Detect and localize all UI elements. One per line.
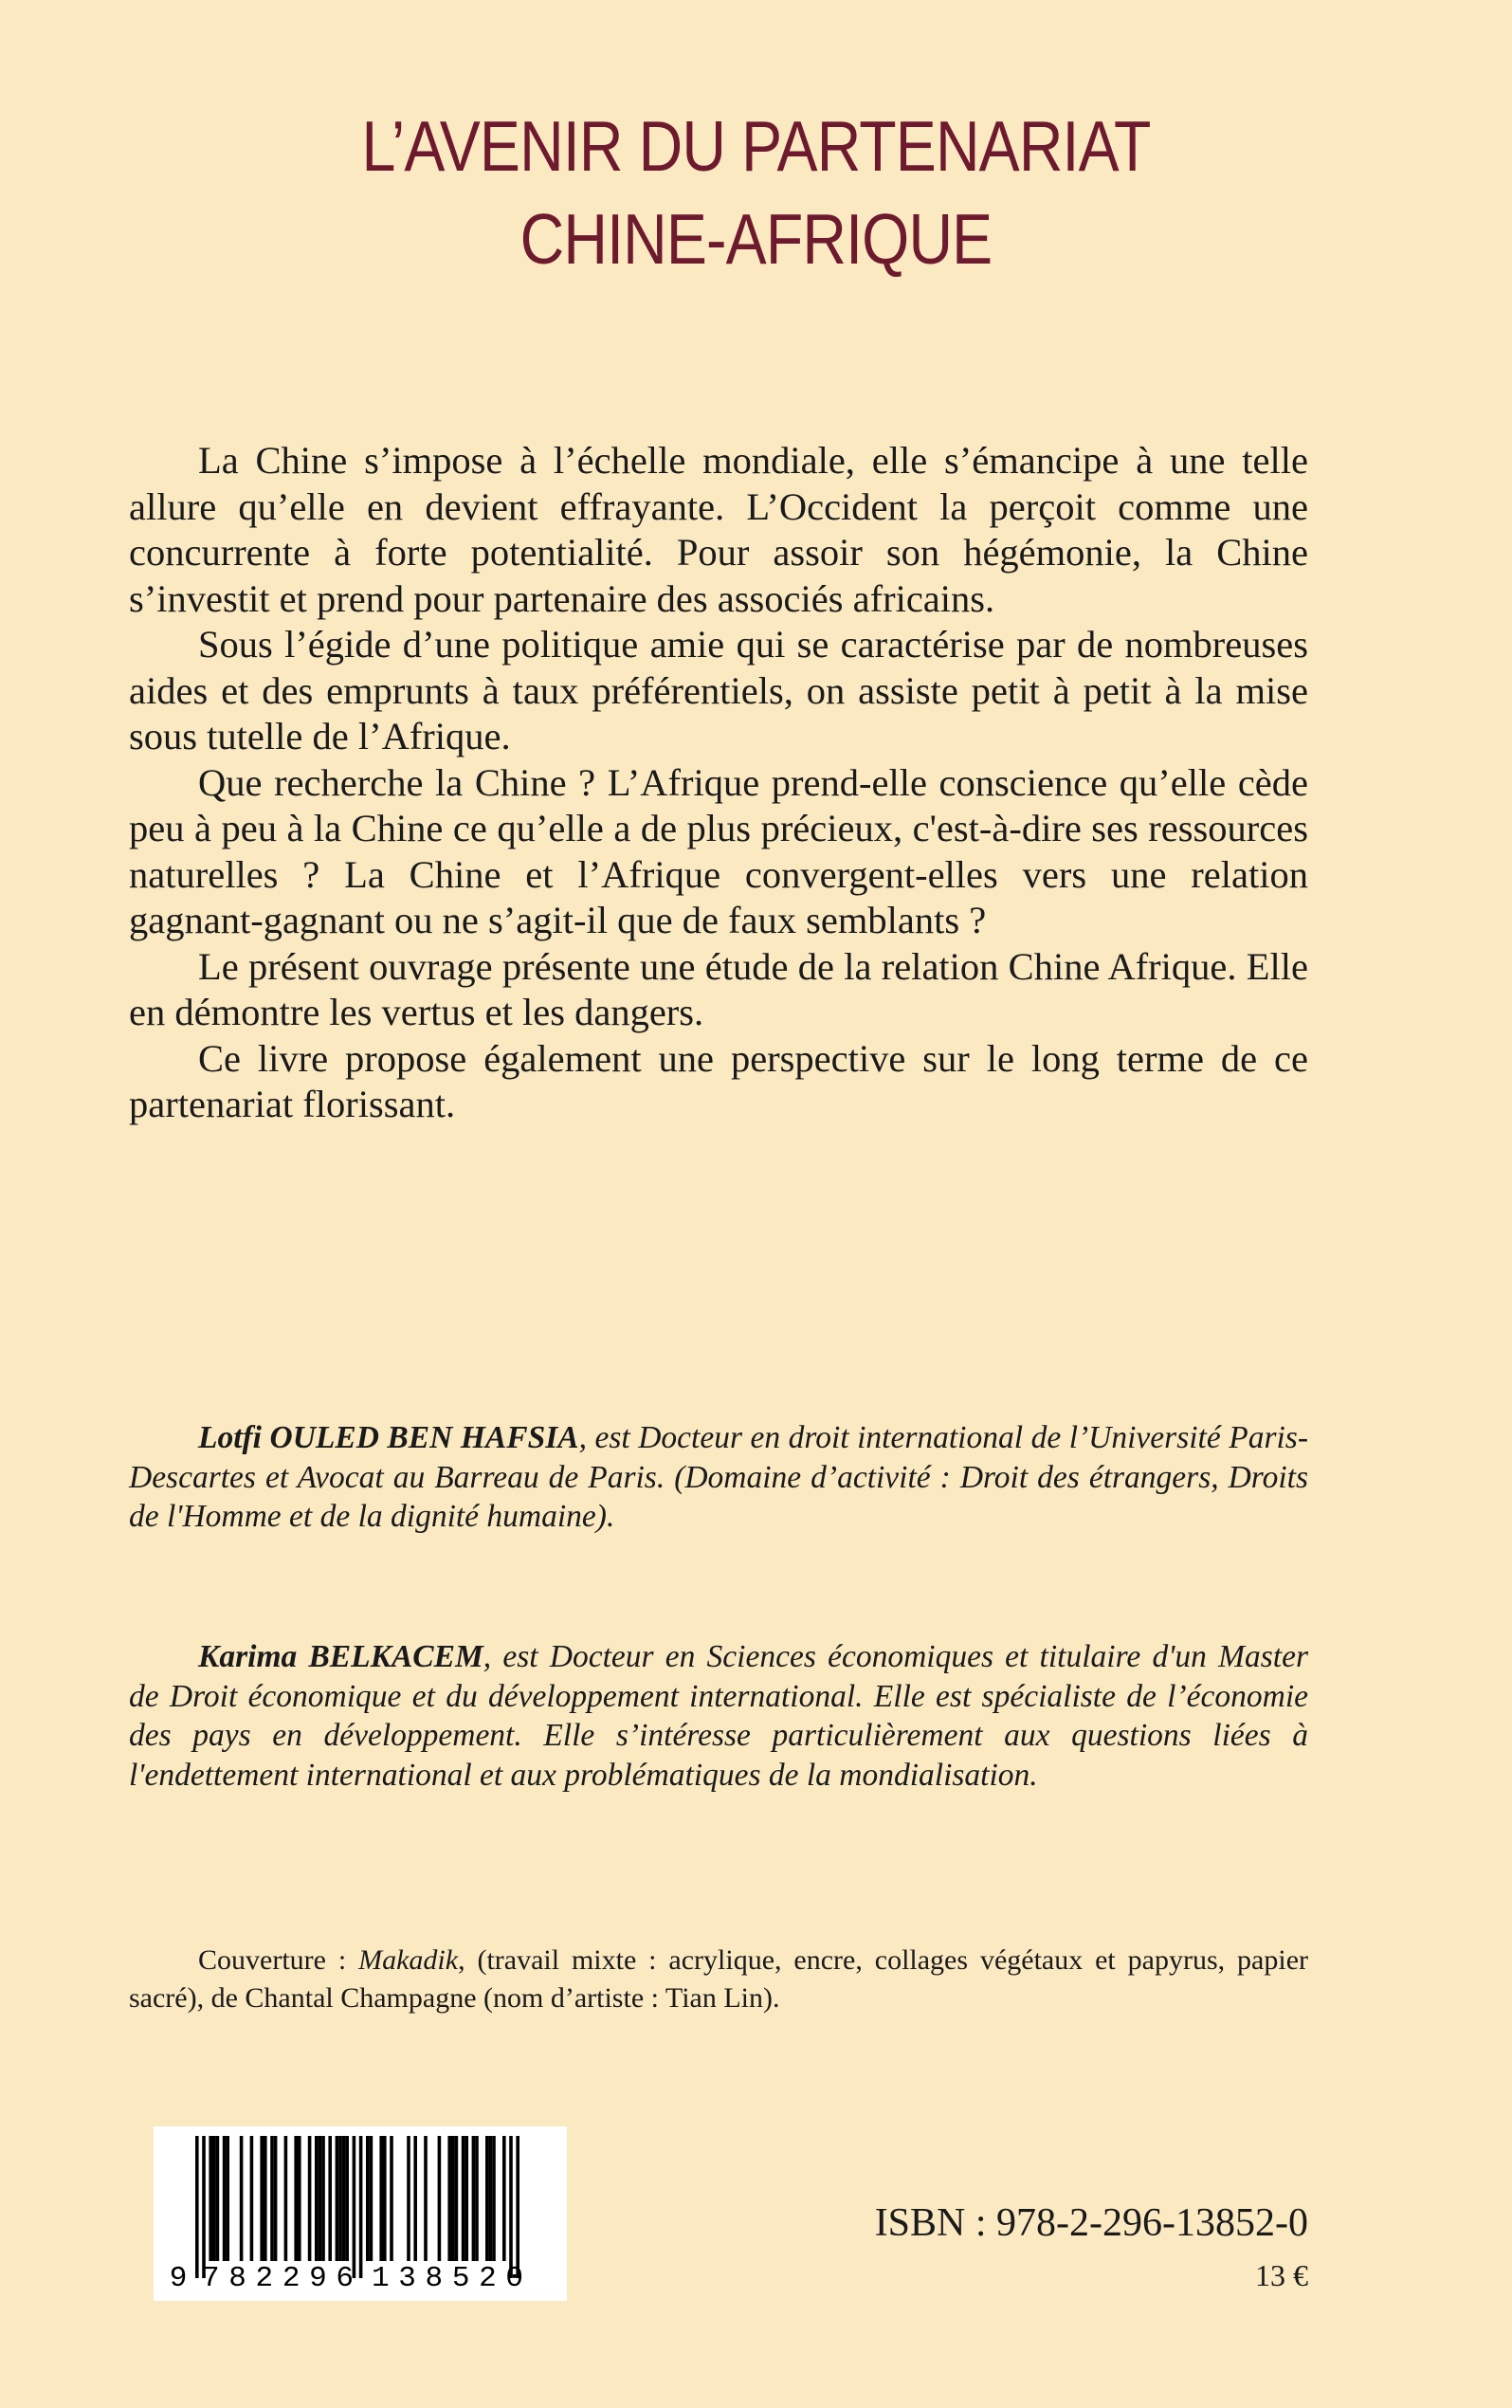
barcode-bar xyxy=(202,2136,206,2278)
author-bio-text: , est Docteur en Sciences économiques et titulaire d'un Master de Droit économique et du développement international. Elle est spécialiste de l’économie des pays en développement. Elle s’intéresse particulièrement aux questions liées à l'endettement international et aux problématiques de la mondialisation. xyxy=(129,1639,1308,1794)
barcode-bar xyxy=(407,2136,410,2261)
barcode-bar xyxy=(216,2136,220,2261)
barcode-bar xyxy=(345,2136,349,2261)
barcode-bar xyxy=(321,2136,325,2261)
barcode-bar xyxy=(489,2136,493,2261)
barcode-bar xyxy=(462,2136,465,2261)
barcode-bar xyxy=(209,2136,212,2261)
barcode-bar xyxy=(424,2136,428,2261)
title-line-1: L’AVENIR DU PARTENARIAT xyxy=(361,106,1151,186)
barcode-bar xyxy=(240,2136,244,2261)
barcode-bar xyxy=(509,2136,513,2278)
barcode-bar xyxy=(319,2136,322,2261)
isbn: ISBN : 978-2-296-13852-0 xyxy=(874,2201,1308,2245)
barcode-bar xyxy=(270,2136,274,2261)
barcode-bar xyxy=(379,2136,383,2261)
barcode-bar xyxy=(315,2136,319,2261)
barcode-bar xyxy=(212,2136,216,2261)
barcode-bar xyxy=(472,2136,476,2261)
summary-paragraph: Que recherche la Chine ? L’Afrique prend-elle conscience qu’elle cède peu à peu à la Chine ce qu’elle a de plus précieux, c'est-à-dire ses ressources naturelles ? La Chine et l’Afrique convergent-elles vers une relation gagnant-gagnant ou ne s’agit-il que de faux semblants ? xyxy=(129,760,1308,941)
barcode-bar xyxy=(475,2136,479,2261)
title-line-2: CHINE-AFRIQUE xyxy=(519,199,993,279)
barcode-left-digits: 782296 xyxy=(202,2262,354,2295)
barcode-bar xyxy=(223,2136,227,2261)
author-bio-text: , est Docteur en droit international de l’Université Paris-Descartes et Avocat au Barreau de Paris. (Domaine d’activité : Droit des étrangers, Droits de l'Homme et de la dignité humaine). xyxy=(129,1420,1308,1535)
author-name: Lotfi OULED BEN HAFSIA xyxy=(198,1420,579,1455)
barcode-bar xyxy=(438,2136,442,2261)
barcode-bar xyxy=(390,2136,393,2261)
barcode-bar xyxy=(370,2136,373,2261)
book-title xyxy=(106,100,1407,285)
summary-paragraph: Le présent ouvrage présente une étude de la relation Chine Afrique. Elle en démontre les vertus et les dangers. xyxy=(129,944,1308,1033)
author-bio-1 xyxy=(129,1418,1308,1537)
cover-artwork-title: Makadik xyxy=(358,1944,459,1976)
barcode-bar xyxy=(298,2136,301,2261)
author-name: Karima BELKACEM xyxy=(198,1639,483,1674)
summary-paragraph: Sous l’égide d’une politique amie qui se caractérise par de nombreuses aides et des emprunts à taux préférentiels, on assiste petit à petit à la mise sous tutelle de l’Afrique. xyxy=(129,623,1308,757)
barcode-bar xyxy=(413,2136,417,2261)
book-summary xyxy=(129,438,1308,1128)
barcode-bar xyxy=(195,2136,199,2278)
barcode-bar xyxy=(502,2136,506,2261)
author-bio-2 xyxy=(129,1637,1308,1796)
summary-paragraph: Ce livre propose également une perspective sur le long terme de ce partenariat florissant. xyxy=(129,1036,1308,1125)
barcode-bar xyxy=(353,2136,356,2278)
author-bio-paragraph xyxy=(129,1637,1308,1796)
barcode-bar xyxy=(284,2136,288,2261)
summary-paragraph: La Chine s’impose à l’échelle mondiale, elle s’émancipe à une telle allure qu’elle en devient effrayante. L’Occident la perçoit comme une concurrente à forte potentialité. Pour assoir son hégémonie, la Chine s’investit et prend pour partenaire des associés africains. xyxy=(129,439,1308,620)
barcode-bar xyxy=(359,2136,363,2278)
barcode-first-digit: 9 xyxy=(169,2262,188,2295)
barcode-bar xyxy=(250,2136,254,2261)
barcode-bar xyxy=(328,2136,332,2261)
barcode-bar xyxy=(342,2136,346,2261)
barcode-bars xyxy=(195,2136,519,2278)
barcode-bar xyxy=(226,2136,229,2261)
barcode-bar xyxy=(455,2136,459,2261)
cover-credit-details: , (travail mixte : acrylique, encre, collages végétaux et papyrus, papier sacré), de Chantal Champagne (nom d’artiste : Tian Lin). xyxy=(129,1944,1308,2014)
barcode-bar xyxy=(516,2136,519,2278)
barcode-bar xyxy=(260,2136,264,2261)
barcode-bar xyxy=(492,2136,496,2261)
barcode-bar xyxy=(451,2136,455,2261)
barcode-graphic xyxy=(154,2126,567,2301)
barcode-bar xyxy=(485,2136,489,2261)
barcode-bar xyxy=(274,2136,278,2261)
cover-credit xyxy=(129,1942,1308,2017)
barcode-right-digits: 138520 xyxy=(372,2262,523,2295)
barcode-bar xyxy=(308,2136,312,2261)
cover-credit-paragraph xyxy=(129,1942,1308,2017)
author-bio-paragraph xyxy=(129,1418,1308,1537)
cover-credit-prefix: Couverture : xyxy=(198,1944,359,1976)
barcode xyxy=(154,2126,567,2301)
barcode-bar xyxy=(338,2136,342,2261)
barcode-bar xyxy=(465,2136,468,2261)
barcode-bar xyxy=(336,2136,339,2261)
barcode-bar xyxy=(264,2136,267,2261)
barcode-bar xyxy=(294,2136,298,2261)
barcode-bar xyxy=(383,2136,387,2261)
barcode-bar xyxy=(366,2136,370,2261)
barcode-bar xyxy=(447,2136,451,2261)
price: 13 € xyxy=(1255,2258,1308,2292)
